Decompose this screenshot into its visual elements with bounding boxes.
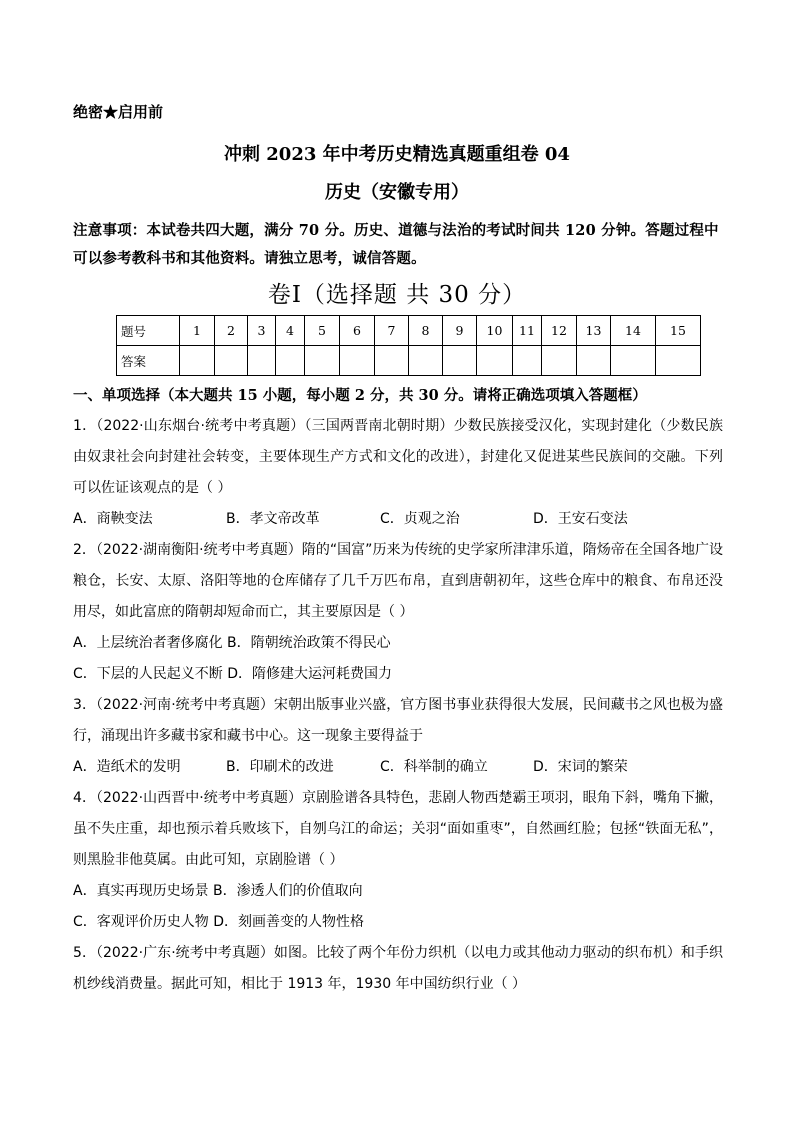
exam-subtitle: 历史（安徽专用） xyxy=(325,182,469,203)
option-d[interactable]: D．宋词的繁荣 xyxy=(533,759,628,775)
question-number-cell: 5 xyxy=(305,316,340,346)
question-number-cell: 13 xyxy=(577,316,611,346)
option-d[interactable]: D．王安石变法 xyxy=(533,511,628,527)
question-number-cell: 7 xyxy=(375,316,409,346)
question-3-options xyxy=(73,752,723,783)
answer-cell[interactable] xyxy=(375,346,409,376)
question-4-options-ab[interactable]: A．真实再现历史场景 B．渗透人们的价值取向 xyxy=(73,883,363,899)
question-4-stem: 4．（2022·山西晋中·统考中考真题）京剧脸谱各具特色，悲剧人物西楚霸王项羽，眼角下斜，嘴角下撇，虽不失庄重，却也预示着兵败垓下，自刎乌江的命运；关羽“面如重枣”，自然画红脸；包拯“铁面无私”，则黑脸非他莫属。由此可知，京剧脸谱（ ） xyxy=(73,790,723,868)
question-number-cell: 10 xyxy=(477,316,513,346)
answer-cell[interactable] xyxy=(215,346,248,376)
question-number-cell: 15 xyxy=(656,316,701,346)
answer-table-number-row xyxy=(117,316,701,346)
answer-table-answer-row xyxy=(117,346,701,376)
answer-cell[interactable] xyxy=(443,346,477,376)
question-number-cell: 9 xyxy=(443,316,477,346)
question-5-stem: 5．（2022·广东·统考中考真题）如图。比较了两个年份力织机（以电力或其他动力驱动的织布机）和手织机纱线消费量。据此可知，相比于 1913 年，1930 年中国纺织行业（ ） xyxy=(73,945,723,992)
answer-cell[interactable] xyxy=(340,346,375,376)
question-2-stem: 2．（2022·湖南衡阳·统考中考真题）隋的“国富”历来为传统的史学家所津津乐道，隋炀帝在全国各地广设粮仓，长安、太原、洛阳等地的仓库储存了几千万匹布帛，直到唐朝初年，这些仓库中的粮食、布帛还没用尽，如此富庶的隋朝却短命而亡，其主要原因是（ ） xyxy=(73,542,723,620)
answer-cell[interactable] xyxy=(611,346,656,376)
volume-heading: 卷Ⅰ（选择题 共 30 分） xyxy=(267,282,527,308)
answer-cell[interactable] xyxy=(513,346,542,376)
option-a[interactable]: A．造纸术的发明 xyxy=(73,759,181,775)
option-b[interactable]: B．印刷术的改进 xyxy=(226,759,334,775)
question-1-options xyxy=(73,504,723,535)
answer-cell[interactable] xyxy=(542,346,577,376)
question-4-options-cd[interactable]: C．客观评价历史人物 D．刻画善变的人物性格 xyxy=(73,914,365,930)
question-number-cell: 12 xyxy=(542,316,577,346)
answer-cell[interactable] xyxy=(248,346,276,376)
answer-cell[interactable] xyxy=(276,346,305,376)
option-c[interactable]: C．科举制的确立 xyxy=(380,759,488,775)
instructions: 注意事项：本试卷共四大题，满分 70 分。历史、道德与法治的考试时间共 120 分钟。答题过程中可以参考教科书和其他资料。请独立思考，诚信答题。 xyxy=(73,222,719,267)
question-2-options-cd[interactable]: C．下层的人民起义不断 D．隋修建大运河耗费国力 xyxy=(73,666,393,682)
question-number-cell: 1 xyxy=(180,316,215,346)
answer-table xyxy=(116,315,701,376)
question-number-cell: 8 xyxy=(409,316,443,346)
question-number-cell: 2 xyxy=(215,316,248,346)
answer-cell[interactable] xyxy=(577,346,611,376)
question-number-cell: 11 xyxy=(513,316,542,346)
option-a[interactable]: A．商鞅变法 xyxy=(73,511,153,527)
option-c[interactable]: C．贞观之治 xyxy=(380,511,460,527)
question-number-cell: 14 xyxy=(611,316,656,346)
answer-cell[interactable] xyxy=(180,346,215,376)
answer-cell[interactable] xyxy=(477,346,513,376)
question-3-stem: 3．（2022·河南·统考中考真题）宋朝出版事业兴盛，官方图书事业获得很大发展，民间藏书之风也极为盛行，涌现出许多藏书家和藏书中心。这一现象主要得益于 xyxy=(73,697,723,744)
section-heading: 一、单项选择（本大题共 15 小题，每小题 2 分，共 30 分。请将正确选项填入答题框） xyxy=(73,387,647,404)
answer-cell[interactable] xyxy=(656,346,701,376)
question-2-options-ab[interactable]: A．上层统治者奢侈腐化 B．隋朝统治政策不得民心 xyxy=(73,635,391,651)
answer-cell[interactable] xyxy=(409,346,443,376)
question-1-stem: 1．（2022·山东烟台·统考中考真题）（三国两晋南北朝时期）少数民族接受汉化，实现封建化（少数民族由奴隶社会向封建社会转变，主要体现生产方式和文化的改进），封建化又促进某些民族间的交融。下列可以佐证该观点的是（ ） xyxy=(73,418,723,496)
answer-cell[interactable] xyxy=(305,346,340,376)
question-number-cell: 6 xyxy=(340,316,375,346)
confidential-mark: 绝密★启用前 xyxy=(73,103,164,121)
option-b[interactable]: B．孝文帝改革 xyxy=(226,511,320,527)
exam-title: 冲刺 2023 年中考历史精选真题重组卷 04 xyxy=(224,144,570,165)
question-number-cell: 3 xyxy=(248,316,276,346)
answer-table-row-label: 答案 xyxy=(117,346,180,376)
question-number-cell: 4 xyxy=(276,316,305,346)
answer-table-row-label: 题号 xyxy=(117,316,180,346)
